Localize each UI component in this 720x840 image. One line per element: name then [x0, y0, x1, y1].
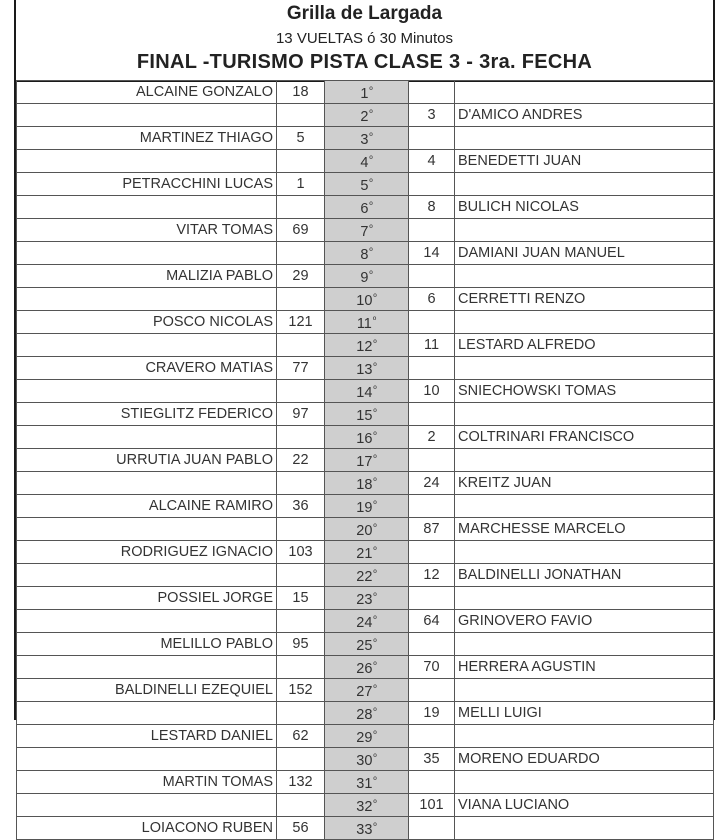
- left-car-number: 103: [277, 541, 325, 564]
- left-car-number: 5: [277, 127, 325, 150]
- left-driver-name: [17, 472, 277, 495]
- left-car-number: [277, 794, 325, 817]
- left-driver-name: [17, 610, 277, 633]
- right-car-number: [409, 265, 455, 288]
- ordinal-suffix: º: [373, 752, 377, 762]
- right-car-number: 24: [409, 472, 455, 495]
- right-car-number: 19: [409, 702, 455, 725]
- ordinal-suffix: º: [369, 200, 373, 210]
- grid-position: [325, 403, 409, 426]
- grid-position: [325, 817, 409, 840]
- grid-position: [325, 633, 409, 656]
- grid-row: [17, 173, 714, 196]
- right-car-number: [409, 357, 455, 380]
- grid-row: [17, 150, 714, 173]
- grid-position-number: 21: [356, 546, 373, 562]
- grid-row: [17, 380, 714, 403]
- grid-position-number: 10: [356, 293, 373, 309]
- right-car-number: 87: [409, 518, 455, 541]
- grid-row: [17, 288, 714, 311]
- grid-position-number: 15: [356, 408, 373, 424]
- left-driver-name: LOIACONO RUBEN: [17, 817, 277, 840]
- left-driver-name: [17, 518, 277, 541]
- right-car-number: [409, 173, 455, 196]
- left-car-number: [277, 426, 325, 449]
- grid-row: [17, 656, 714, 679]
- left-car-number: 56: [277, 817, 325, 840]
- grid-row: [17, 495, 714, 518]
- right-driver-name: [455, 679, 714, 702]
- left-driver-name: [17, 334, 277, 357]
- grid-position: [325, 449, 409, 472]
- left-car-number: 132: [277, 771, 325, 794]
- left-driver-name: VITAR TOMAS: [17, 219, 277, 242]
- ordinal-suffix: º: [373, 453, 377, 463]
- grid-position-number: 2: [360, 109, 369, 125]
- grid-position: [325, 725, 409, 748]
- left-car-number: 69: [277, 219, 325, 242]
- grid-row: [17, 564, 714, 587]
- right-driver-name: [455, 311, 714, 334]
- grid-row: [17, 242, 714, 265]
- starting-grid-sheet: [14, 0, 715, 838]
- grid-position: [325, 311, 409, 334]
- left-car-number: 97: [277, 403, 325, 426]
- left-driver-name: [17, 702, 277, 725]
- grid-position: [325, 771, 409, 794]
- left-driver-name: POSCO NICOLAS: [17, 311, 277, 334]
- left-driver-name: RODRIGUEZ IGNACIO: [17, 541, 277, 564]
- grid-position-number: 11: [356, 316, 372, 332]
- right-driver-name: GRINOVERO FAVIO: [455, 610, 714, 633]
- grid-position-number: 14: [356, 385, 373, 401]
- grid-position-number: 31: [356, 776, 373, 792]
- right-driver-name: LESTARD ALFREDO: [455, 334, 714, 357]
- grid-position-number: 24: [356, 615, 373, 631]
- right-car-number: 8: [409, 196, 455, 219]
- left-car-number: 95: [277, 633, 325, 656]
- ordinal-suffix: º: [373, 683, 377, 693]
- grid-row: [17, 633, 714, 656]
- grid-position-number: 20: [356, 523, 373, 539]
- grid-position: [325, 196, 409, 219]
- grid-position: [325, 564, 409, 587]
- ordinal-suffix: º: [373, 292, 377, 302]
- left-car-number: [277, 104, 325, 127]
- right-driver-name: SNIECHOWSKI TOMAS: [455, 380, 714, 403]
- grid-position: [325, 219, 409, 242]
- right-car-number: [409, 541, 455, 564]
- left-driver-name: [17, 104, 277, 127]
- right-car-number: 35: [409, 748, 455, 771]
- grid-position: [325, 288, 409, 311]
- ordinal-suffix: º: [373, 591, 377, 601]
- ordinal-suffix: º: [373, 338, 377, 348]
- right-driver-name: [455, 541, 714, 564]
- right-car-number: [409, 81, 455, 104]
- grid-row: [17, 449, 714, 472]
- right-car-number: [409, 725, 455, 748]
- grid-row: [17, 81, 714, 104]
- grid-position-number: 17: [356, 454, 373, 470]
- grid-position: [325, 794, 409, 817]
- ordinal-suffix: º: [369, 177, 373, 187]
- ordinal-suffix: º: [373, 729, 377, 739]
- grid-position-number: 30: [356, 753, 373, 769]
- grid-row: [17, 265, 714, 288]
- left-driver-name: PETRACCHINI LUCAS: [17, 173, 277, 196]
- left-driver-name: MELILLO PABLO: [17, 633, 277, 656]
- left-driver-name: [17, 748, 277, 771]
- grid-position-number: 23: [356, 592, 373, 608]
- left-car-number: [277, 610, 325, 633]
- grid-position-number: 16: [356, 431, 373, 447]
- grid-row: [17, 518, 714, 541]
- left-car-number: 36: [277, 495, 325, 518]
- grid-position: [325, 426, 409, 449]
- ordinal-suffix: º: [373, 821, 377, 831]
- left-driver-name: MARTINEZ THIAGO: [17, 127, 277, 150]
- right-car-number: [409, 817, 455, 840]
- right-driver-name: [455, 265, 714, 288]
- ordinal-suffix: º: [373, 614, 377, 624]
- ordinal-suffix: º: [373, 660, 377, 670]
- left-driver-name: LESTARD DANIEL: [17, 725, 277, 748]
- grid-row: [17, 104, 714, 127]
- grid-position-number: 8: [360, 247, 369, 263]
- left-car-number: [277, 564, 325, 587]
- right-driver-name: [455, 127, 714, 150]
- right-car-number: 6: [409, 288, 455, 311]
- grid-title: Grilla de Largada: [286, 3, 443, 24]
- left-car-number: 62: [277, 725, 325, 748]
- grid-row: [17, 311, 714, 334]
- right-car-number: [409, 449, 455, 472]
- right-driver-name: [455, 633, 714, 656]
- grid-position: [325, 242, 409, 265]
- right-driver-name: CERRETTI RENZO: [455, 288, 714, 311]
- grid-row: [17, 794, 714, 817]
- grid-position-number: 7: [360, 224, 369, 240]
- ordinal-suffix: º: [373, 798, 377, 808]
- ordinal-suffix: º: [373, 775, 377, 785]
- ordinal-suffix: º: [369, 154, 373, 164]
- ordinal-suffix: º: [369, 131, 373, 141]
- left-driver-name: STIEGLITZ FEDERICO: [17, 403, 277, 426]
- right-driver-name: VIANA LUCIANO: [455, 794, 714, 817]
- right-driver-name: BULICH NICOLAS: [455, 196, 714, 219]
- grid-position-number: 28: [356, 707, 373, 723]
- left-car-number: [277, 150, 325, 173]
- right-car-number: [409, 219, 455, 242]
- right-driver-name: MORENO EDUARDO: [455, 748, 714, 771]
- right-car-number: 101: [409, 794, 455, 817]
- right-driver-name: [455, 219, 714, 242]
- ordinal-suffix: º: [369, 246, 373, 256]
- right-driver-name: [455, 449, 714, 472]
- ordinal-suffix: º: [373, 430, 377, 440]
- grid-row: [17, 587, 714, 610]
- grid-row: [17, 679, 714, 702]
- left-car-number: [277, 656, 325, 679]
- grid-position: [325, 541, 409, 564]
- grid-position-number: 6: [360, 201, 369, 217]
- left-driver-name: MALIZIA PABLO: [17, 265, 277, 288]
- grid-position: [325, 334, 409, 357]
- left-driver-name: ALCAINE RAMIRO: [17, 495, 277, 518]
- left-car-number: 15: [277, 587, 325, 610]
- ordinal-suffix: º: [373, 361, 377, 371]
- right-driver-name: MELLI LUIGI: [455, 702, 714, 725]
- grid-position: [325, 748, 409, 771]
- left-driver-name: [17, 150, 277, 173]
- grid-row: [17, 817, 714, 840]
- left-driver-name: CRAVERO MATIAS: [17, 357, 277, 380]
- right-driver-name: DAMIANI JUAN MANUEL: [455, 242, 714, 265]
- left-driver-name: [17, 656, 277, 679]
- left-driver-name: URRUTIA JUAN PABLO: [17, 449, 277, 472]
- grid-position-number: 9: [360, 270, 369, 286]
- event-name: FINAL -TURISMO PISTA CLASE 3 - 3ra. FECHA: [136, 51, 593, 73]
- grid-row: [17, 403, 714, 426]
- left-car-number: [277, 242, 325, 265]
- right-car-number: 14: [409, 242, 455, 265]
- left-car-number: 22: [277, 449, 325, 472]
- ordinal-suffix: º: [373, 499, 377, 509]
- right-car-number: 2: [409, 426, 455, 449]
- grid-position-number: 22: [356, 569, 373, 585]
- left-car-number: [277, 196, 325, 219]
- left-driver-name: [17, 564, 277, 587]
- grid-position-number: 27: [356, 684, 373, 700]
- left-car-number: [277, 748, 325, 771]
- grid-position-number: 13: [356, 362, 373, 378]
- right-car-number: [409, 679, 455, 702]
- right-driver-name: [455, 81, 714, 104]
- starting-grid-table: [16, 80, 714, 840]
- right-car-number: [409, 587, 455, 610]
- grid-position-number: 26: [356, 661, 373, 677]
- left-car-number: 152: [277, 679, 325, 702]
- right-car-number: 70: [409, 656, 455, 679]
- grid-row: [17, 196, 714, 219]
- right-driver-name: D'AMICO ANDRES: [455, 104, 714, 127]
- grid-position-number: 29: [356, 730, 373, 746]
- ordinal-suffix: º: [373, 384, 377, 394]
- left-driver-name: MARTIN TOMAS: [17, 771, 277, 794]
- ordinal-suffix: º: [373, 476, 377, 486]
- right-car-number: [409, 127, 455, 150]
- left-car-number: [277, 288, 325, 311]
- left-driver-name: [17, 426, 277, 449]
- right-driver-name: [455, 725, 714, 748]
- left-car-number: [277, 334, 325, 357]
- ordinal-suffix: º: [369, 108, 373, 118]
- grid-row: [17, 219, 714, 242]
- grid-position: [325, 173, 409, 196]
- grid-position-number: 12: [356, 339, 373, 355]
- grid-row: [17, 426, 714, 449]
- right-driver-name: [455, 495, 714, 518]
- left-car-number: 29: [277, 265, 325, 288]
- left-driver-name: POSSIEL JORGE: [17, 587, 277, 610]
- right-car-number: [409, 403, 455, 426]
- grid-row: [17, 541, 714, 564]
- grid-row: [17, 357, 714, 380]
- grid-row: [17, 702, 714, 725]
- right-car-number: 3: [409, 104, 455, 127]
- ordinal-suffix: º: [373, 407, 377, 417]
- right-driver-name: [455, 587, 714, 610]
- grid-position: [325, 127, 409, 150]
- grid-row: [17, 610, 714, 633]
- left-car-number: 1: [277, 173, 325, 196]
- grid-row: [17, 771, 714, 794]
- grid-row: [17, 127, 714, 150]
- left-driver-name: [17, 288, 277, 311]
- ordinal-suffix: º: [373, 545, 377, 555]
- grid-position: [325, 610, 409, 633]
- right-car-number: [409, 633, 455, 656]
- left-driver-name: [17, 242, 277, 265]
- right-driver-name: BENEDETTI JUAN: [455, 150, 714, 173]
- grid-position: [325, 265, 409, 288]
- left-car-number: 77: [277, 357, 325, 380]
- right-driver-name: COLTRINARI FRANCISCO: [455, 426, 714, 449]
- ordinal-suffix: º: [372, 315, 377, 325]
- right-driver-name: [455, 817, 714, 840]
- left-car-number: [277, 472, 325, 495]
- right-car-number: 10: [409, 380, 455, 403]
- grid-position-number: 1: [360, 86, 369, 102]
- left-driver-name: [17, 794, 277, 817]
- right-driver-name: KREITZ JUAN: [455, 472, 714, 495]
- ordinal-suffix: º: [373, 637, 377, 647]
- ordinal-suffix: º: [369, 85, 373, 95]
- grid-position-number: 5: [360, 178, 369, 194]
- right-car-number: [409, 771, 455, 794]
- left-car-number: 18: [277, 81, 325, 104]
- grid-row: [17, 725, 714, 748]
- grid-row: [17, 334, 714, 357]
- left-driver-name: BALDINELLI EZEQUIEL: [17, 679, 277, 702]
- left-car-number: [277, 518, 325, 541]
- grid-header: [16, 0, 713, 82]
- grid-position: [325, 81, 409, 104]
- left-car-number: 121: [277, 311, 325, 334]
- right-car-number: [409, 495, 455, 518]
- right-driver-name: [455, 173, 714, 196]
- right-driver-name: BALDINELLI JONATHAN: [455, 564, 714, 587]
- ordinal-suffix: º: [369, 269, 373, 279]
- race-distance: 13 VUELTAS ó 30 Minutos: [275, 30, 454, 47]
- ordinal-suffix: º: [369, 223, 373, 233]
- right-driver-name: HERRERA AGUSTIN: [455, 656, 714, 679]
- grid-position-number: 32: [356, 799, 373, 815]
- left-driver-name: ALCAINE GONZALO: [17, 81, 277, 104]
- grid-row: [17, 472, 714, 495]
- grid-position-number: 19: [356, 500, 373, 516]
- ordinal-suffix: º: [373, 568, 377, 578]
- right-car-number: [409, 311, 455, 334]
- right-car-number: 64: [409, 610, 455, 633]
- grid-position: [325, 472, 409, 495]
- left-driver-name: [17, 196, 277, 219]
- right-car-number: 4: [409, 150, 455, 173]
- grid-row: [17, 748, 714, 771]
- right-car-number: 12: [409, 564, 455, 587]
- grid-rows: [17, 81, 714, 840]
- ordinal-suffix: º: [373, 522, 377, 532]
- grid-position: [325, 495, 409, 518]
- grid-position-number: 3: [360, 132, 369, 148]
- ordinal-suffix: º: [373, 706, 377, 716]
- grid-position: [325, 587, 409, 610]
- left-car-number: [277, 702, 325, 725]
- right-driver-name: [455, 403, 714, 426]
- grid-position: [325, 702, 409, 725]
- grid-position: [325, 380, 409, 403]
- grid-position: [325, 104, 409, 127]
- grid-position: [325, 656, 409, 679]
- grid-position: [325, 679, 409, 702]
- grid-position: [325, 150, 409, 173]
- right-driver-name: [455, 357, 714, 380]
- grid-position-number: 33: [356, 822, 373, 838]
- grid-position: [325, 357, 409, 380]
- grid-position-number: 18: [356, 477, 373, 493]
- grid-position: [325, 518, 409, 541]
- grid-position-number: 25: [356, 638, 373, 654]
- left-driver-name: [17, 380, 277, 403]
- right-car-number: 11: [409, 334, 455, 357]
- grid-position-number: 4: [360, 155, 369, 171]
- left-car-number: [277, 380, 325, 403]
- right-driver-name: MARCHESSE MARCELO: [455, 518, 714, 541]
- right-driver-name: [455, 771, 714, 794]
